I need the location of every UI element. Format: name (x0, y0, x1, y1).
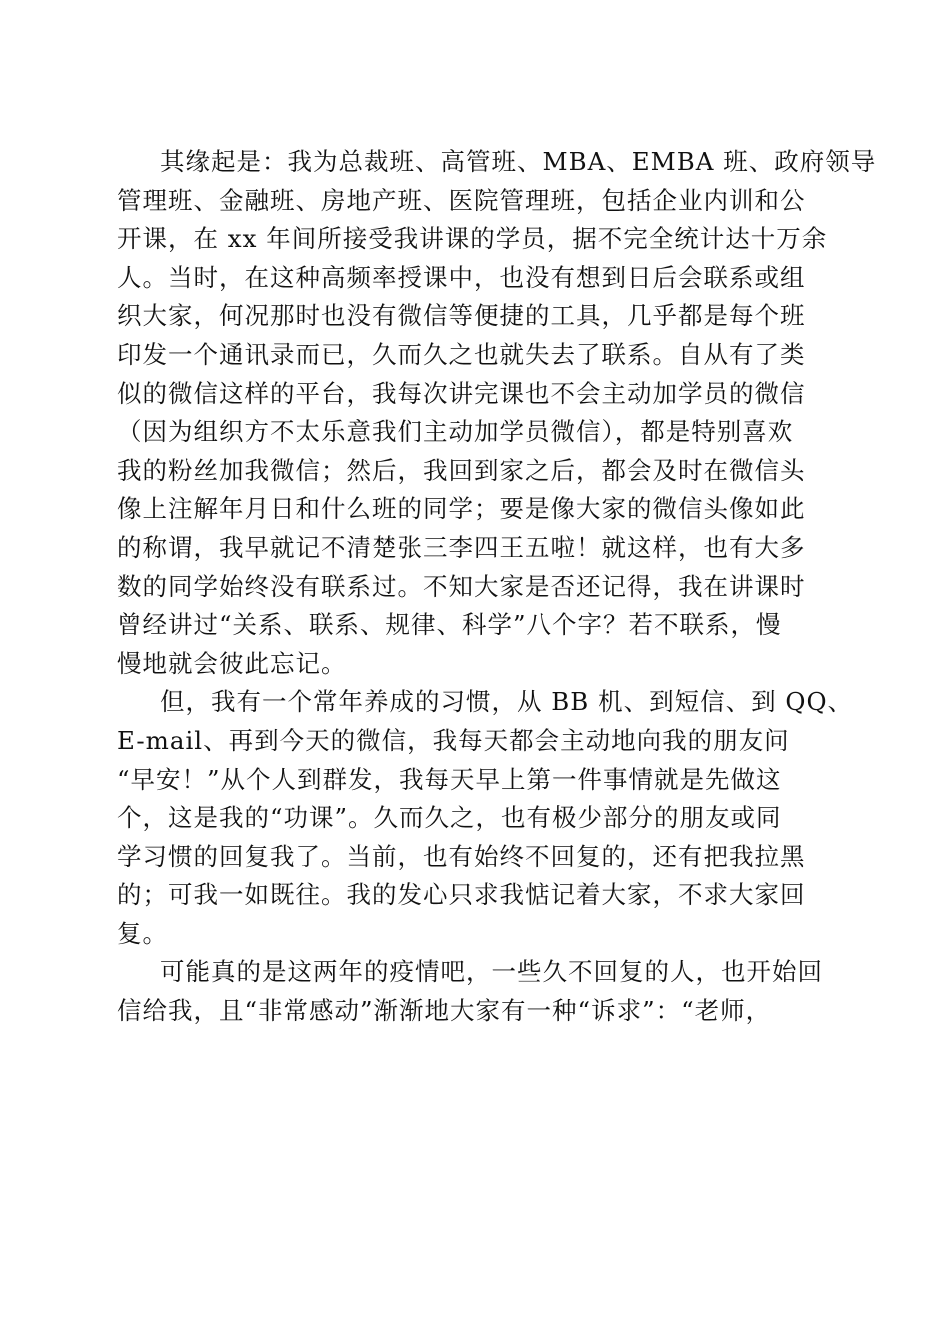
text-line: 可能真的是这两年的疫情吧，一些久不回复的人，也开始回 (160, 957, 823, 987)
text-line: 其缘起是：我为总裁班、高管班、MBA、EMBA 班、政府领导 (160, 147, 877, 176)
text-line: 开课，在 xx 年间所接受我讲课的学员，据不完全统计达十万余 (117, 224, 828, 254)
text-line: 复。 (117, 918, 168, 948)
text-line: 的称谓，我早就记不清楚张三李四王五啦！就这样，也有大多 (117, 532, 806, 562)
text-line: 个，这是我的“功课”。久而久之，也有极少部分的朋友或同 (117, 803, 782, 833)
text-line: 慢地就会彼此忘记。 (117, 648, 347, 678)
text-line: 但，我有一个常年养成的习惯，从 BB 机、到短信、到 QQ、 (160, 687, 854, 717)
paragraph-2 (117, 683, 854, 953)
text-line: 数的同学始终没有联系过。不知大家是否还记得，我在讲课时 (117, 571, 806, 601)
text-line: 像上注解年月日和什么班的同学；要是像大家的微信头像如此 (117, 494, 806, 524)
paragraph-1 (117, 143, 877, 683)
text-line: 我的粉丝加我微信；然后，我回到家之后，都会及时在微信头 (117, 455, 806, 485)
text-line: E-mail、再到今天的微信，我每天都会主动地向我的朋友问 (117, 725, 790, 755)
text-line: （因为组织方不太乐意我们主动加学员微信），都是特别喜欢 (117, 417, 794, 447)
text-line: 似的微信这样的平台，我每次讲完课也不会主动加学员的微信 (117, 378, 806, 408)
text-line: 学习惯的回复我了。当前，也有始终不回复的，还有把我拉黑 (117, 841, 806, 871)
text-line: 的；可我一如既往。我的发心只求我惦记着大家，不求大家回 (117, 880, 806, 910)
document-body (117, 143, 877, 1031)
text-line: 人。当时，在这种高频率授课中，也没有想到日后会联系或组 (117, 262, 806, 292)
text-line: 管理班、金融班、房地产班、医院管理班，包括企业内训和公 (117, 185, 806, 215)
text-line: 曾经讲过“关系、联系、规律、科学”八个字？若不联系，慢 (117, 610, 782, 640)
text-line: 信给我，且“非常感动”渐渐地大家有一种“诉求”：“老师， (117, 996, 772, 1026)
text-line: 印发一个通讯录而已，久而久之也就失去了联系。自从有了类 (117, 339, 806, 369)
text-line: 织大家，何况那时也没有微信等便捷的工具，几乎都是每个班 (117, 301, 806, 331)
paragraph-3 (117, 953, 829, 1030)
text-line: “早安！”从个人到群发，我每天早上第一件事情就是先做这 (117, 764, 782, 794)
